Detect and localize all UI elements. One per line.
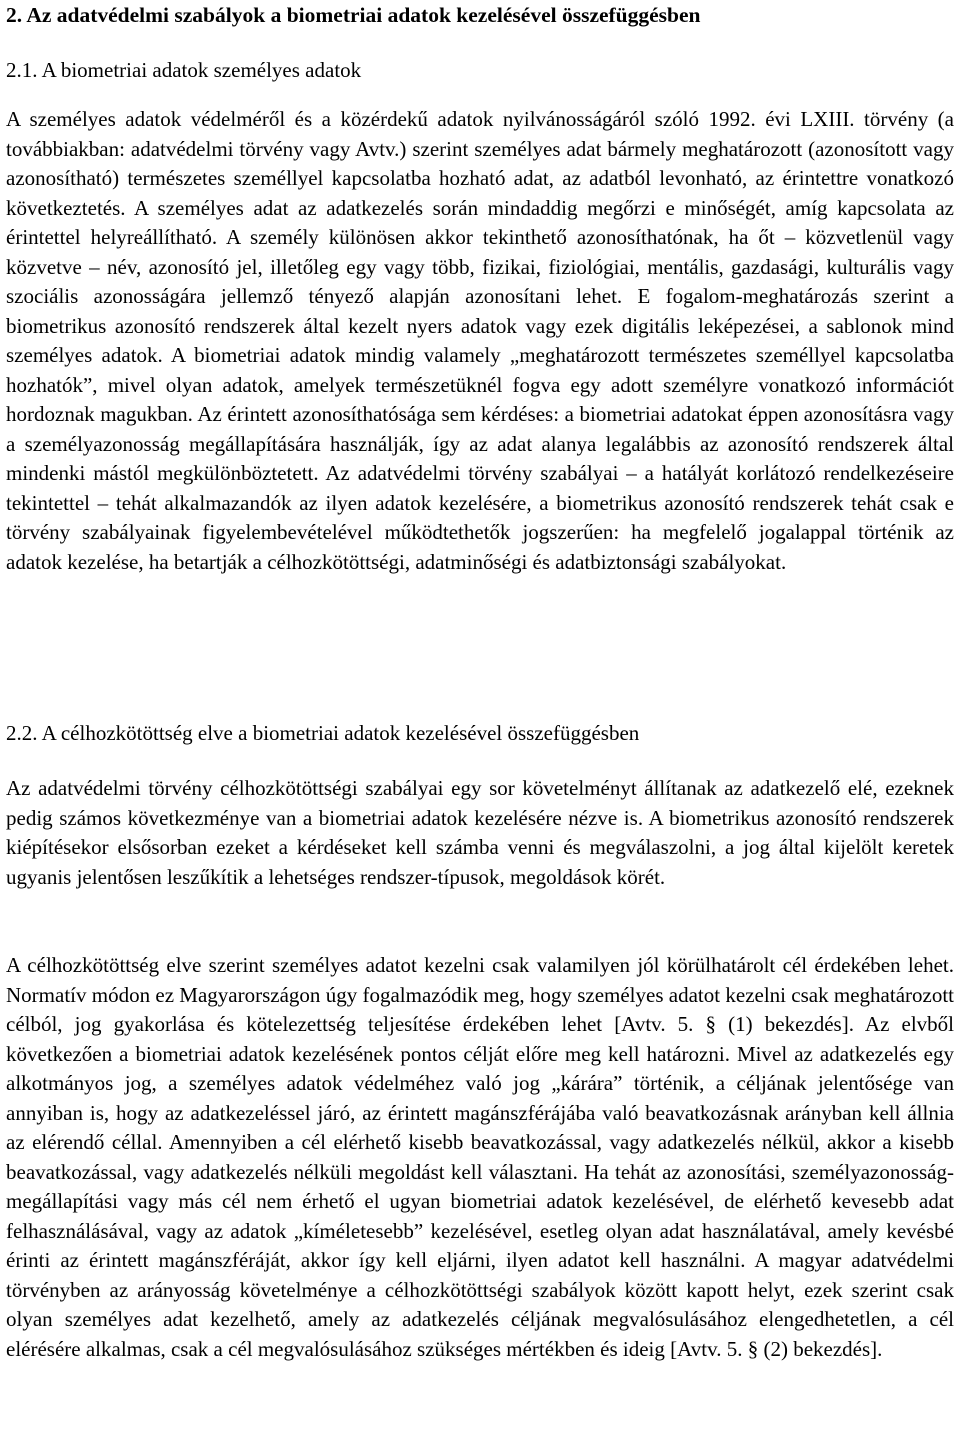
paragraph-2-2-second: A célhozkötöttség elve szerint személyes adatot kezelni csak valamilyen jól körülhatárolt cél érdekében lehet. Normatív módon ez Magyarországon úgy fogalmazódik meg, hogy személyes adatot kezelni csak meghatározott célból, jog gyakorlása és kötelezettség teljesítése érdekében lehet [Avtv. 5. § (1) bekezdés]. Az elvből következően a biometriai adatok kezelésének pontos célját előre meg kell határozni. Mivel az adatkezelés egy alkotmányos jog, a személyes adatok védelméhez való jog „kárára” történik, a céljának jelentősége van annyiban is, hogy az adatkezeléssel járó, az érintett magánszférájába való beavatkozásnak arányban kell állnia az elérendő céllal. Amennyiben a cél elérhető kisebb beavatkozással, vagy adatkezelés nélkül, akkor a kisebb beavatkozással, vagy adatkezelés nélküli megoldást kell választani. Ha tehát az azonosítási, személyazonosság-megállapítási vagy más cél nem érhető el ugyan biometriai adatok kezelésével, de elérhető kevesebb adat felhasználásával, vagy az adatok „kíméletesebb” kezelésével, esetleg olyan adat használatával, amely kevésbé érinti az érintett magánszféráját, akkor így kell eljárni, ilyen adatot kell használni. A magyar adatvédelmi törvényben az arányosság követelménye a célhozkötöttségi szabályok között kapott helyt, ezek szerint csak olyan személyes adat kezelhető, amely az adatkezelés céljának megvalósulásához elengedhetetlen, a cél elérésére alkalmas, csak a cél megvalósulásához szükséges mértékben és ideig [Avtv. 5. § (2) bekezdés]. bbox=[6, 953, 954, 1361]
paragraph-2-2-first: Az adatvédelmi törvény célhozkötöttségi szabályai egy sor követelményt állítanak az adatkezelő elé, ezeknek pedig számos következménye van a biometriai adatok kezelésére nézve is. A biometrikus azonosító rendszerek kiépítésekor elsősorban ezeket a kérdéseket kell számba venni és megválaszolni, a jog által kijelölt keretek ugyanis jelentősen leszűkítik a lehetséges rendszer-típusok, megoldások körét. bbox=[6, 776, 954, 889]
subsection-heading-2-1: 2.1. A biometriai adatok személyes adatok bbox=[6, 58, 362, 82]
subsection-heading-2-2: 2.2. A célhozkötöttség elve a biometriai adatok kezelésével összefüggésben bbox=[6, 721, 640, 745]
section-heading: 2. Az adatvédelmi szabályok a biometriai adatok kezelésével összefüggésben bbox=[6, 3, 701, 27]
paragraph-2-1: A személyes adatok védelméről és a közérdekű adatok nyilvánosságáról szóló 1992. évi LXIII. törvény (a továbbiakban: adatvédelmi törvény vagy Avtv.) szerint személyes adat bármely meghatározott (azonosított vagy azonosítható) természetes személlyel kapcsolatba hozható adat, az adatból levonható, az érintettre vonatkozó következtetés. A személyes adat az adatkezelés során mindaddig megőrzi e minőségét, amíg kapcsolata az érintettel helyreállítható. A személy különösen akkor tekinthető azonosíthatónak, ha őt – közvetlenül vagy közvetve – név, azonosító jel, illetőleg egy vagy több, fizikai, fiziológiai, mentális, gazdasági, kulturális vagy szociális azonosságára jellemző tényező alapján azonosítani lehet. E fogalom-meghatározás szerint a biometrikus azonosító rendszerek által kezelt nyers adatok vagy ezek digitális leképezései, a sablonok mind személyes adatok. A biometriai adatok mindig valamely „meghatározott természetes személlyel kapcsolatba hozhatók”, mivel olyan adatok, amelyek természetüknél fogva egy adott személyre vonatkozó információt hordoznak magukban. Az érintett azonosíthatósága sem kérdéses: a biometriai adatokat éppen azonosításra vagy a személyazonosság megállapítására használják, így az adat alanya legalábbis az azonosító rendszerek által mindenki mástól megkülönböztetett. Az adatvédelmi törvény szabályai – a hatályát korlátozó rendelkezéseire tekintettel – tehát alkalmazandók az ilyen adatok kezelésére, a biometrikus azonosító rendszerek tehát csak e törvény szabályainak figyelembevételével működtethetők jogszerűen: ha megfelelő jogalappal történik az adatok kezelése, ha betartják a célhozkötöttségi, adatminőségi és adatbiztonsági szabályokat. bbox=[6, 107, 954, 574]
